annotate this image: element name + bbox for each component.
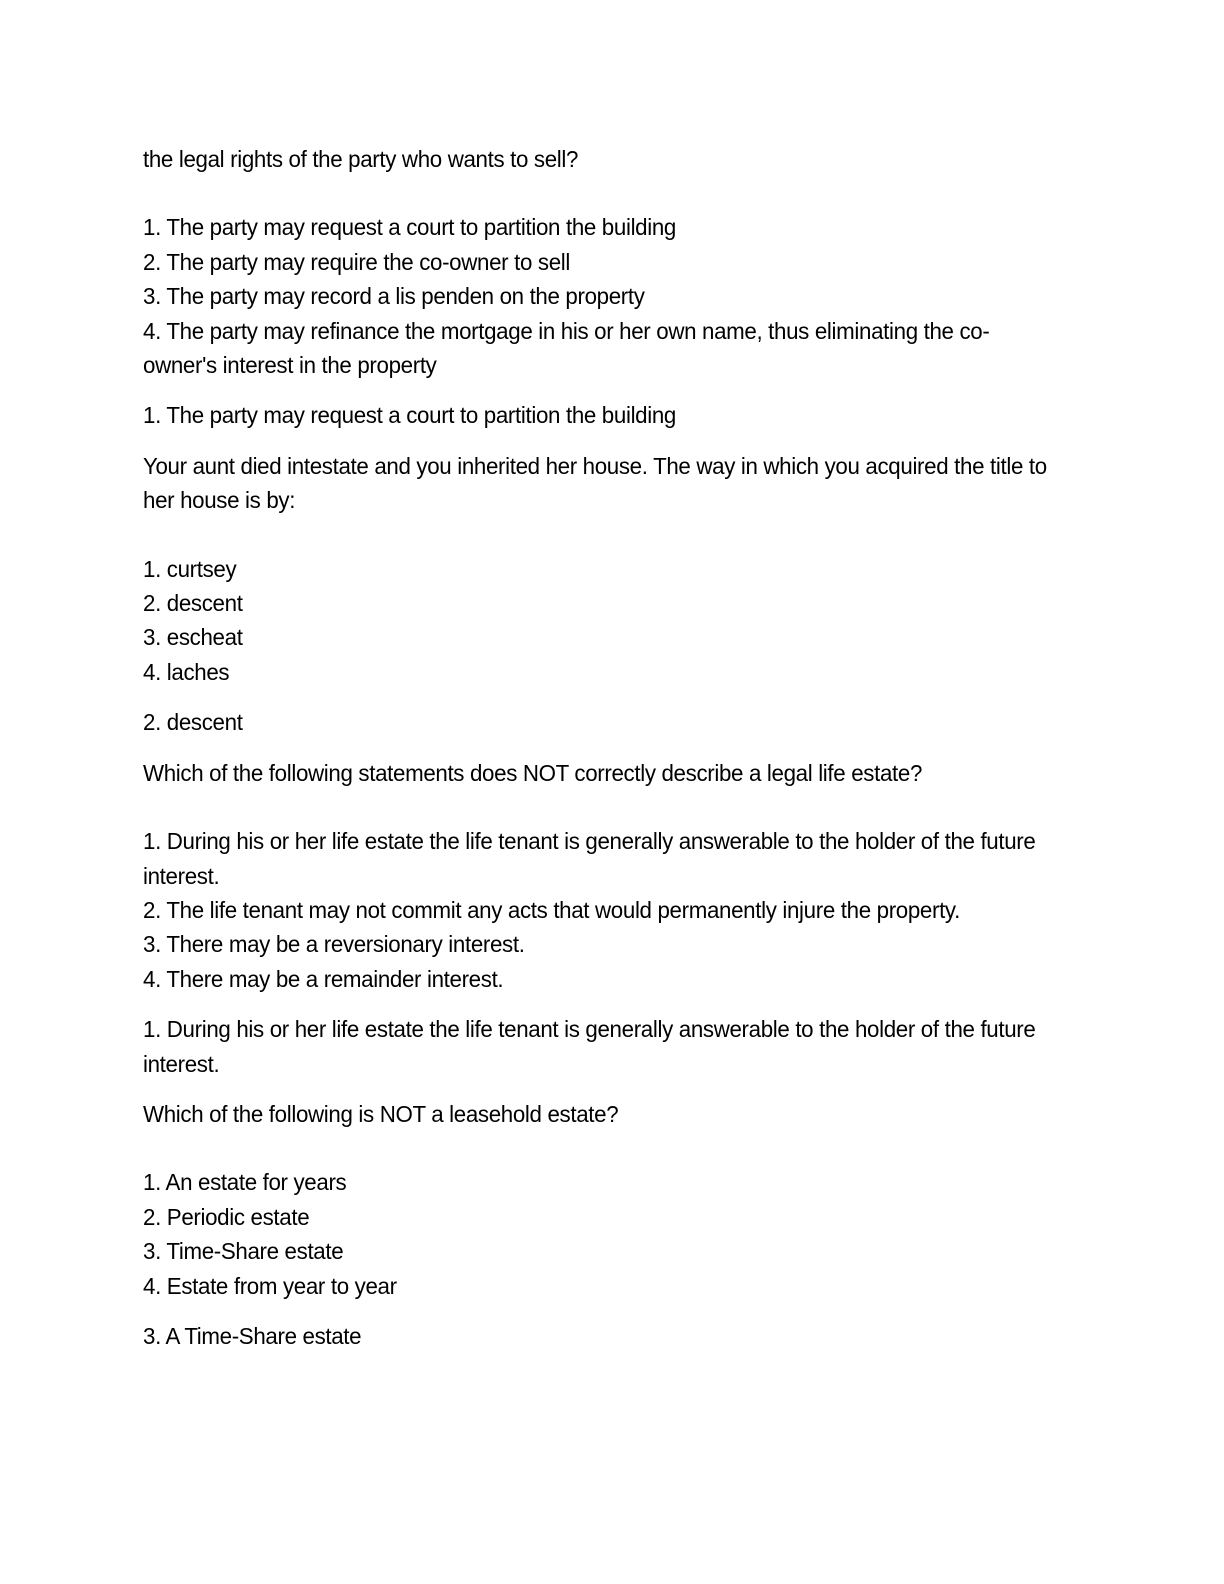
option-item: 2. descent — [143, 590, 243, 617]
option-list — [143, 552, 1050, 690]
answer-text: 1. The party may request a court to partition the building — [143, 402, 677, 429]
option-item: 2. Periodic estate — [143, 1203, 310, 1230]
question-text: Your aunt died intestate and you inherited her house. The way in which you acquired the title to her house is by: — [143, 452, 1047, 514]
option-item: 2. The party may require the co-owner to sell — [143, 248, 571, 275]
document-page — [143, 142, 1050, 1369]
option-item: 1. The party may request a court to partition the building — [143, 214, 677, 241]
answer-text: 1. During his or her life estate the life tenant is generally answerable to the holder of the future interest. — [143, 1016, 1036, 1077]
question-block — [143, 1097, 1050, 1353]
question-text: Which of the following statements does NOT correctly describe a legal life estate? — [143, 759, 923, 786]
question-text: the legal rights of the party who wants to sell? — [143, 146, 579, 172]
question-block — [143, 449, 1050, 740]
question-text: Which of the following is NOT a leasehold estate? — [143, 1100, 619, 1127]
answer-text: 2. descent — [143, 709, 243, 736]
option-item: 3. escheat — [143, 624, 243, 651]
question-block — [143, 142, 1050, 433]
option-list — [143, 210, 1050, 382]
option-item: 2. The life tenant may not commit any acts that would permanently injure the property. — [143, 896, 960, 923]
option-item: 3. Time-Share estate — [143, 1238, 344, 1265]
option-item: 1. curtsey — [143, 555, 237, 582]
option-item: 3. The party may record a lis penden on the property — [143, 283, 645, 310]
option-list — [143, 1165, 1050, 1303]
option-item: 4. Estate from year to year — [143, 1272, 397, 1299]
option-item: 1. An estate for years — [143, 1169, 347, 1196]
question-block — [143, 756, 1050, 1081]
option-item: 1. During his or her life estate the life tenant is generally answerable to the holder of the future interest. — [143, 828, 1036, 889]
option-list — [143, 824, 1050, 996]
option-item: 3. There may be a reversionary interest. — [143, 931, 525, 958]
option-item: 4. laches — [143, 658, 230, 685]
option-item: 4. The party may refinance the mortgage in his or her own name, thus eliminating the co-owner's interest in the property — [143, 317, 990, 379]
option-item: 4. There may be a remainder interest. — [143, 965, 504, 992]
answer-text: 3. A Time-Share estate — [143, 1322, 362, 1349]
